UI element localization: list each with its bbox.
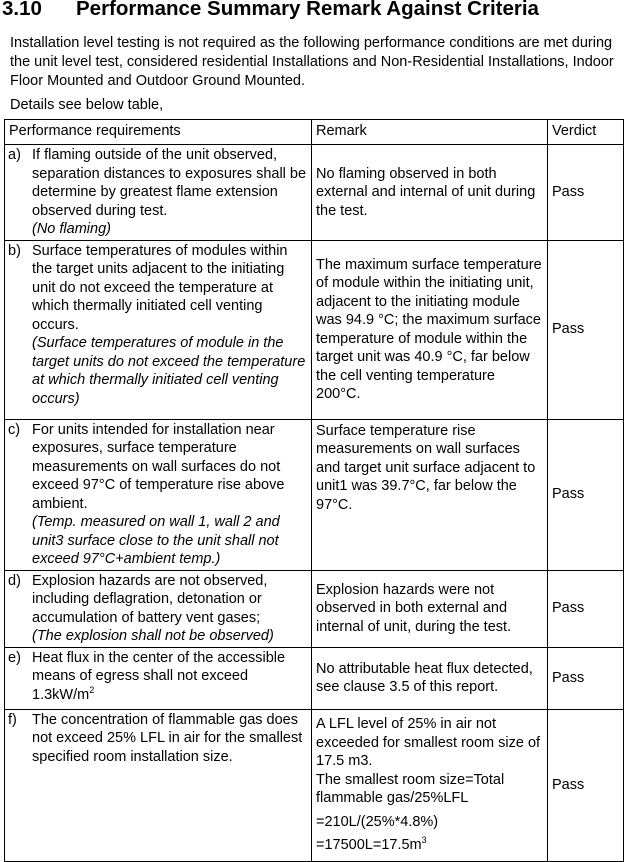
- table-row: [5, 240, 624, 419]
- intro-paragraph: Installation level testing is not required as the following performance conditions are met during the unit level test, considered residential Installations and Non-Residential Installations, Indoor Floor Mounted and Outdoor Ground Mounted.: [10, 35, 614, 89]
- row-letter: b): [8, 242, 21, 259]
- row-letter: d): [8, 572, 21, 589]
- requirement-text: Heat flux in the center of the accessible means of egress shall not exceed 1.3kW/m: [32, 649, 286, 703]
- requirement-note: (The explosion shall not be observed): [32, 628, 274, 644]
- header-requirements: Performance requirements: [5, 120, 312, 145]
- table-row: [5, 709, 624, 861]
- table-row: [5, 570, 624, 647]
- row-letter: a): [8, 147, 21, 163]
- requirement-text: Explosion hazards are not observed, including deflagration, detonation or accumulation of battery vent gases;: [32, 572, 268, 626]
- superscript: 3: [421, 835, 427, 846]
- requirement-note: (Surface temperatures of module in the target units do not exceed the temperature at which thermally initiated cell venting occurs): [32, 335, 306, 407]
- requirement-cell: [5, 709, 312, 861]
- verdict-cell: Pass: [548, 240, 624, 419]
- remark-line: A LFL level of 25% in air not exceeded for smallest room size of 17.5 m3.: [316, 716, 541, 770]
- section-title: Performance Summary Remark Against Criteria: [76, 0, 539, 20]
- row-letter: f): [8, 711, 17, 728]
- verdict-cell: Pass: [548, 647, 624, 709]
- requirement-text: Surface temperatures of modules within the target units adjacent to the initiating unit do not exceed the temperature at which thermally initiated cell venting occurs.: [32, 242, 288, 333]
- table-row: [5, 419, 624, 570]
- requirement-text: If flaming outside of the unit observed, separation distances to exposures shall be determine by greatest flame extension observed during test.: [32, 147, 307, 219]
- superscript: 2: [89, 684, 95, 695]
- verdict-cell: Pass: [548, 570, 624, 647]
- remark-cell: No flaming observed in both external and internal of unit during the test.: [312, 145, 548, 241]
- remark-cell: Surface temperature rise measurements on wall surfaces and target unit surface adjacent to unit1 was 39.7°C, far below the 97°C.: [312, 419, 548, 570]
- section-number: 3.10: [2, 0, 42, 20]
- remark-line: The smallest room size=Total flammable gas/25%LFL: [316, 771, 505, 807]
- verdict-cell: Pass: [548, 419, 624, 570]
- requirement-cell: [5, 145, 312, 241]
- requirement-cell: [5, 240, 312, 419]
- remark-cell: The maximum surface temperature of module within the initiating unit, adjacent to the initiating module was 94.9 °C; the maximum surface temperature of module within the target unit was 40.9 °C, far below the cell venting temperature 200°C.: [312, 240, 548, 419]
- section-heading: [2, 0, 539, 21]
- table-header-row: [5, 120, 624, 145]
- performance-summary-table: [4, 119, 624, 862]
- requirement-note: (No flaming): [32, 221, 111, 237]
- requirement-cell: [5, 647, 312, 709]
- verdict-cell: Pass: [548, 709, 624, 861]
- requirement-note: (Temp. measured on wall 1, wall 2 and unit3 surface close to the unit shall not exceed 97°C+ambient temp.): [32, 514, 280, 567]
- table-row: [5, 647, 624, 709]
- remark-line: =210L/(25%*4.8%): [316, 813, 439, 830]
- verdict-cell: Pass: [548, 145, 624, 241]
- row-letter: c): [8, 421, 21, 438]
- requirement-cell: [5, 570, 312, 647]
- row-letter: e): [8, 649, 21, 666]
- remark-line: =17500L=17.5m: [316, 837, 422, 854]
- header-remark: Remark: [312, 120, 548, 145]
- remark-cell: No attributable heat flux detected, see clause 3.5 of this report.: [312, 647, 548, 709]
- details-label: Details see below table,: [10, 97, 164, 113]
- requirement-cell: [5, 419, 312, 570]
- remark-cell: Explosion hazards were not observed in both external and internal of unit, during the test.: [312, 570, 548, 647]
- requirement-text: For units intended for installation near exposures, surface temperature measurements on wall surfaces do not exceed 97°C of temperature rise above ambient.: [32, 421, 285, 512]
- header-verdict: Verdict: [548, 120, 624, 145]
- remark-cell: [312, 709, 548, 861]
- table-row: [5, 145, 624, 241]
- requirement-text: The concentration of flammable gas does not exceed 25% LFL in air for the smallest specified room installation size.: [32, 711, 303, 765]
